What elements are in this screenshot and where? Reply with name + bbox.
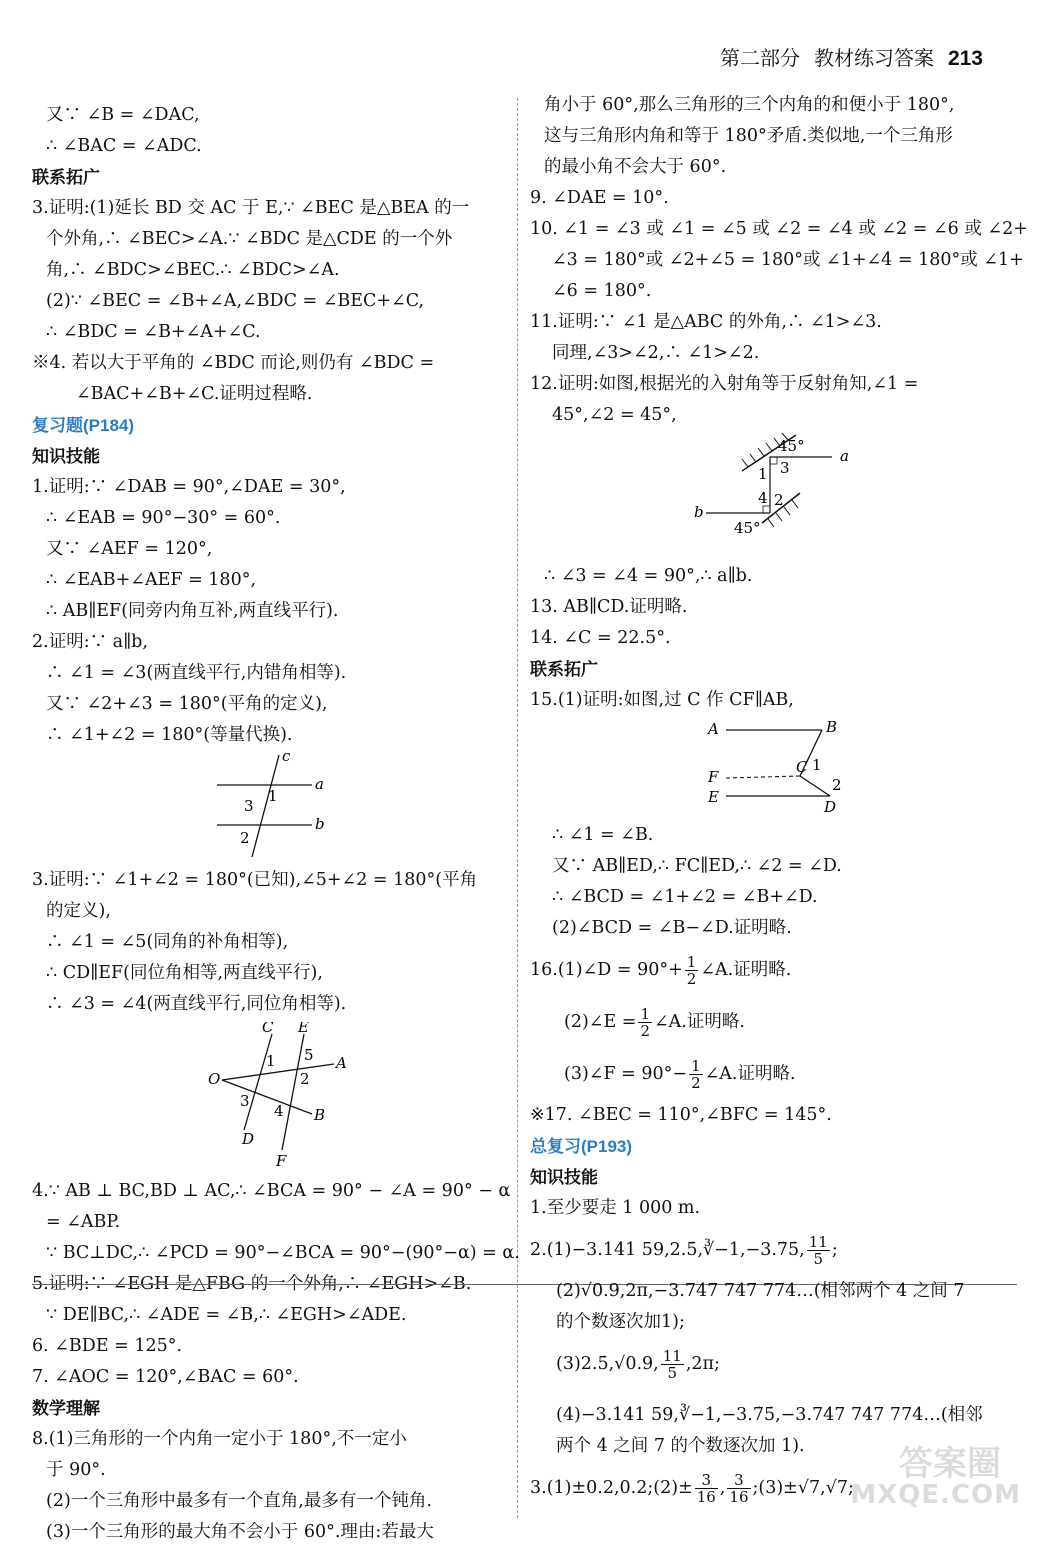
text-line: ∴ ∠1 = ∠5(同角的补角相等), bbox=[46, 932, 289, 952]
text-line: ∠BAC+∠B+∠C.证明过程略. bbox=[76, 384, 313, 404]
text-line: (4)−3.141 59,∛−1,−3.7̇5̇,−3.747 747 774…(相邻 bbox=[556, 1405, 983, 1425]
fraction bbox=[695, 1472, 718, 1505]
angle-1: 1 bbox=[812, 756, 822, 774]
label-C: C bbox=[262, 1022, 274, 1036]
section-heading: 联系拓广 bbox=[530, 660, 598, 679]
denominator: 5 bbox=[813, 1250, 824, 1268]
angle-3: 3 bbox=[240, 1092, 250, 1110]
label-O: O bbox=[208, 1070, 221, 1088]
text-line: ∴ CD∥EF(同位角相等,两直线平行), bbox=[46, 963, 323, 983]
text-segment: 2.(1)−3.141 59,2.5̇,∛−1,−3.7̇5̇, bbox=[530, 1240, 805, 1260]
text-line: 的最小角不会大于 60°. bbox=[544, 157, 727, 177]
angle-45-top: 45° bbox=[778, 437, 805, 455]
numerator: 3 bbox=[695, 1472, 718, 1489]
page-number: 213 bbox=[947, 47, 983, 70]
numerator: 11 bbox=[808, 1233, 828, 1251]
denominator: 16 bbox=[696, 1488, 716, 1506]
column-divider bbox=[517, 98, 518, 1518]
text-line: 7. ∠AOC = 120°,∠BAC = 60°. bbox=[32, 1367, 299, 1387]
right-column bbox=[530, 90, 1028, 1514]
denominator: 2 bbox=[691, 1074, 701, 1092]
fraction bbox=[807, 1234, 830, 1267]
text-line: 1.至少要走 1 000 m. bbox=[530, 1198, 701, 1218]
text-line: ∴ ∠EAB = 90°−30° = 60°. bbox=[46, 508, 281, 528]
text-line bbox=[530, 996, 1010, 1048]
text-line: 又∵ ∠2+∠3 = 180°(平角的定义), bbox=[46, 694, 328, 714]
text-line: ∴ ∠3 = ∠4 = 90°,∴ a∥b. bbox=[544, 566, 753, 586]
text-line: 的个数逐次加1); bbox=[556, 1312, 685, 1332]
text-line bbox=[530, 944, 1010, 996]
text-line: 1.证明:∵ ∠DAB = 90°,∠DAE = 30°, bbox=[32, 477, 346, 497]
label-a: a bbox=[840, 447, 849, 465]
page-header bbox=[720, 42, 983, 71]
text-line: 11.证明:∵ ∠1 是△ABC 的外角,∴ ∠1>∠3. bbox=[530, 312, 882, 332]
figure-transversals bbox=[32, 1022, 502, 1172]
numerator: 1 bbox=[640, 1005, 650, 1023]
label-F: F bbox=[276, 1152, 287, 1170]
text-line: ∵ DE∥BC,∴ ∠ADE = ∠B,∴ ∠EGH>∠ADE. bbox=[46, 1305, 407, 1325]
text-line: 6. ∠BDE = 125°. bbox=[32, 1336, 183, 1356]
text-line: 14. ∠C = 22.5°. bbox=[530, 628, 671, 648]
text-line: 12.证明:如图,根据光的入射角等于反射角知,∠1 = bbox=[530, 374, 919, 394]
text-line: ∴ ∠BDC = ∠B+∠A+∠C. bbox=[46, 322, 261, 342]
text-segment: ;(3)±√7,√7; bbox=[752, 1478, 854, 1498]
text-line: 9. ∠DAE = 10°. bbox=[530, 188, 669, 208]
figure-mirrors bbox=[530, 433, 1010, 557]
angle-1: 1 bbox=[758, 465, 768, 483]
text-line: 又∵ ∠AEF = 120°, bbox=[46, 539, 213, 559]
denominator: 2 bbox=[640, 1022, 650, 1040]
text-line: ∠3 = 180°或 ∠2+∠5 = 180°或 ∠1+∠4 = 180°或 ∠1+ bbox=[552, 250, 1024, 270]
text-line: (3)一个三角形的最大角不会小于 60°.理由:若最大 bbox=[46, 1522, 434, 1542]
watermark-text: 答案圈 bbox=[899, 1444, 1001, 1484]
text-line: 又∵ ∠B = ∠DAC, bbox=[46, 105, 200, 125]
text-line: 这与三角形内角和等于 180°矛盾.类似地,一个三角形 bbox=[544, 126, 953, 146]
label-E: E bbox=[708, 788, 719, 806]
figure-fold bbox=[530, 718, 1010, 816]
text-segment: 16.(1)∠D = 90°+ bbox=[530, 960, 683, 980]
label-A: A bbox=[336, 1054, 347, 1072]
text-line: 于 90°. bbox=[46, 1460, 106, 1480]
text-line: 角,∴ ∠BDC>∠BEC.∴ ∠BDC>∠A. bbox=[46, 260, 340, 280]
text-line: 45°,∠2 = 45°, bbox=[552, 405, 677, 425]
text-line bbox=[530, 1338, 1010, 1390]
text-line: ∵ BC⊥DC,∴ ∠PCD = 90°−∠BCA = 90°−(90°−α) = α. bbox=[46, 1243, 520, 1263]
text-line: 4.∵ AB ⊥ BC,BD ⊥ AC,∴ ∠BCA = 90° − ∠A = 90° − α bbox=[32, 1181, 511, 1201]
text-line: ∠6 = 180°. bbox=[552, 281, 652, 301]
angle-1: 1 bbox=[268, 787, 278, 805]
label-C: C bbox=[796, 758, 808, 776]
angle-2: 2 bbox=[832, 776, 842, 794]
text-line: (2)∠BCD = ∠B−∠D.证明略. bbox=[552, 918, 792, 938]
text-line: ∴ ∠1+∠2 = 180°(等量代换). bbox=[46, 725, 293, 745]
text-segment: ∠A.证明略. bbox=[700, 960, 792, 980]
text-line: ∴ ∠BAC = ∠ADC. bbox=[46, 136, 202, 156]
text-line: 同理,∠3>∠2,∴ ∠1>∠2. bbox=[552, 343, 760, 363]
watermark-url: MXQE.COM bbox=[850, 1480, 1021, 1510]
angle-4: 4 bbox=[274, 1102, 284, 1120]
section-heading: 联系拓广 bbox=[32, 168, 100, 187]
watermark-logo bbox=[831, 1436, 1031, 1516]
label-D: D bbox=[824, 798, 837, 816]
text-line: ※4. 若以大于平角的 ∠BDC 而论,则仍有 ∠BDC = bbox=[32, 353, 435, 373]
label-E: E bbox=[298, 1022, 309, 1036]
text-line: 15.(1)证明:如图,过 C 作 CF∥AB, bbox=[530, 690, 794, 710]
label-D: D bbox=[242, 1130, 255, 1148]
text-segment: ; bbox=[831, 1240, 838, 1260]
angle-2: 2 bbox=[774, 491, 784, 509]
review-heading: 复习题(P184) bbox=[32, 416, 135, 435]
angle-5: 5 bbox=[304, 1046, 314, 1064]
text-line: = ∠ABP. bbox=[46, 1212, 121, 1232]
text-segment: ∠A.证明略. bbox=[704, 1064, 796, 1084]
text-line: (2)√0.9,2π,−3.747 747 774…(相邻两个 4 之间 7 bbox=[556, 1281, 965, 1301]
text-line: ※17. ∠BEC = 110°,∠BFC = 145°. bbox=[530, 1105, 832, 1125]
fraction bbox=[727, 1472, 750, 1505]
left-column bbox=[32, 100, 520, 1548]
text-line: 个外角,∴ ∠BEC>∠A.∵ ∠BDC 是△CDE 的一个外 bbox=[46, 229, 453, 249]
numerator: 3 bbox=[727, 1472, 750, 1489]
fraction bbox=[638, 1006, 652, 1039]
text-segment: (3)∠F = 90°− bbox=[564, 1064, 688, 1084]
text-line: 角小于 60°,那么三角形的三个内角的和便小于 180°, bbox=[544, 95, 955, 115]
angle-4: 4 bbox=[758, 489, 768, 507]
text-line: (2)一个三角形中最多有一个直角,最多有一个钝角. bbox=[46, 1491, 432, 1511]
label-c: c bbox=[282, 753, 291, 765]
fraction bbox=[689, 1058, 703, 1091]
angle-45-bottom: 45° bbox=[734, 519, 761, 537]
text-line: ∴ ∠1 = ∠B. bbox=[552, 825, 654, 845]
text-line: 两个 4 之间 7 的个数逐次加 1). bbox=[556, 1436, 805, 1456]
text-segment: , bbox=[719, 1478, 726, 1498]
text-segment: ,2π; bbox=[685, 1354, 720, 1374]
angle-1: 1 bbox=[266, 1052, 276, 1070]
text-line: 的定义), bbox=[46, 901, 111, 921]
angle-2: 2 bbox=[240, 829, 250, 847]
text-line: 2.证明:∵ a∥b, bbox=[32, 632, 148, 652]
figure-parallel-lines bbox=[32, 753, 502, 861]
angle-2: 2 bbox=[300, 1070, 310, 1088]
text-line: ∴ AB∥EF(同旁内角互补,两直线平行). bbox=[46, 601, 339, 621]
denominator: 16 bbox=[729, 1488, 749, 1506]
denominator: 5 bbox=[667, 1364, 678, 1382]
label-a: a bbox=[315, 775, 324, 793]
text-line: 3.证明:∵ ∠1+∠2 = 180°(已知),∠5+∠2 = 180°(平角 bbox=[32, 870, 478, 890]
section-heading: 知识技能 bbox=[530, 1168, 598, 1187]
text-line: 8.(1)三角形的一个内角一定小于 180°,不一定小 bbox=[32, 1429, 407, 1449]
numerator: 1 bbox=[686, 953, 697, 971]
label-B: B bbox=[314, 1106, 326, 1124]
text-line: 3.证明:(1)延长 BD 交 AC 于 E,∵ ∠BEC 是△BEA 的一 bbox=[32, 198, 470, 218]
section-heading: 知识技能 bbox=[32, 447, 100, 466]
label-b: b bbox=[315, 815, 325, 833]
text-line: 13. AB∥CD.证明略. bbox=[530, 597, 688, 617]
angle-3: 3 bbox=[244, 797, 254, 815]
header-title: 教材练习答案 bbox=[813, 48, 934, 70]
text-segment: (3)2.5̇,√0.9, bbox=[556, 1354, 659, 1374]
text-line: ∴ ∠1 = ∠3(两直线平行,内错角相等). bbox=[46, 663, 347, 683]
text-line: 又∵ AB∥ED,∴ FC∥ED,∴ ∠2 = ∠D. bbox=[552, 856, 842, 876]
numerator: 11 bbox=[662, 1347, 682, 1365]
numerator: 1 bbox=[691, 1057, 701, 1075]
denominator: 2 bbox=[686, 970, 697, 988]
text-segment: (2)∠E = bbox=[564, 1012, 637, 1032]
fraction bbox=[661, 1348, 684, 1381]
text-line: (2)∵ ∠BEC = ∠B+∠A,∠BDC = ∠BEC+∠C, bbox=[46, 291, 425, 311]
label-b: b bbox=[694, 503, 704, 521]
section-heading: 数学理解 bbox=[32, 1399, 100, 1418]
text-line: ∴ ∠3 = ∠4(两直线平行,同位角相等). bbox=[46, 994, 347, 1014]
text-line: 10. ∠1 = ∠3 或 ∠1 = ∠5 或 ∠2 = ∠4 或 ∠2 = ∠6 或 ∠2+ bbox=[530, 219, 1028, 239]
angle-3: 3 bbox=[780, 459, 790, 477]
text-line bbox=[530, 1048, 1010, 1100]
review-heading: 总复习(P193) bbox=[530, 1137, 633, 1156]
text-line bbox=[530, 1224, 1010, 1276]
section-label: 第二部分 bbox=[719, 48, 800, 70]
text-line: 5.证明:∵ ∠EGH 是△FBG 的一个外角,∴ ∠EGH>∠B. bbox=[32, 1274, 472, 1294]
label-A: A bbox=[708, 720, 719, 738]
label-F: F bbox=[708, 768, 719, 786]
fraction bbox=[685, 954, 699, 987]
text-line: ∴ ∠EAB+∠AEF = 180°, bbox=[46, 570, 257, 590]
label-B: B bbox=[826, 718, 838, 736]
text-line: ∴ ∠BCD = ∠1+∠2 = ∠B+∠D. bbox=[552, 887, 818, 907]
text-segment: 3.(1)±0.2,0.2;(2)± bbox=[530, 1478, 693, 1498]
text-segment: ∠A.证明略. bbox=[654, 1012, 745, 1032]
